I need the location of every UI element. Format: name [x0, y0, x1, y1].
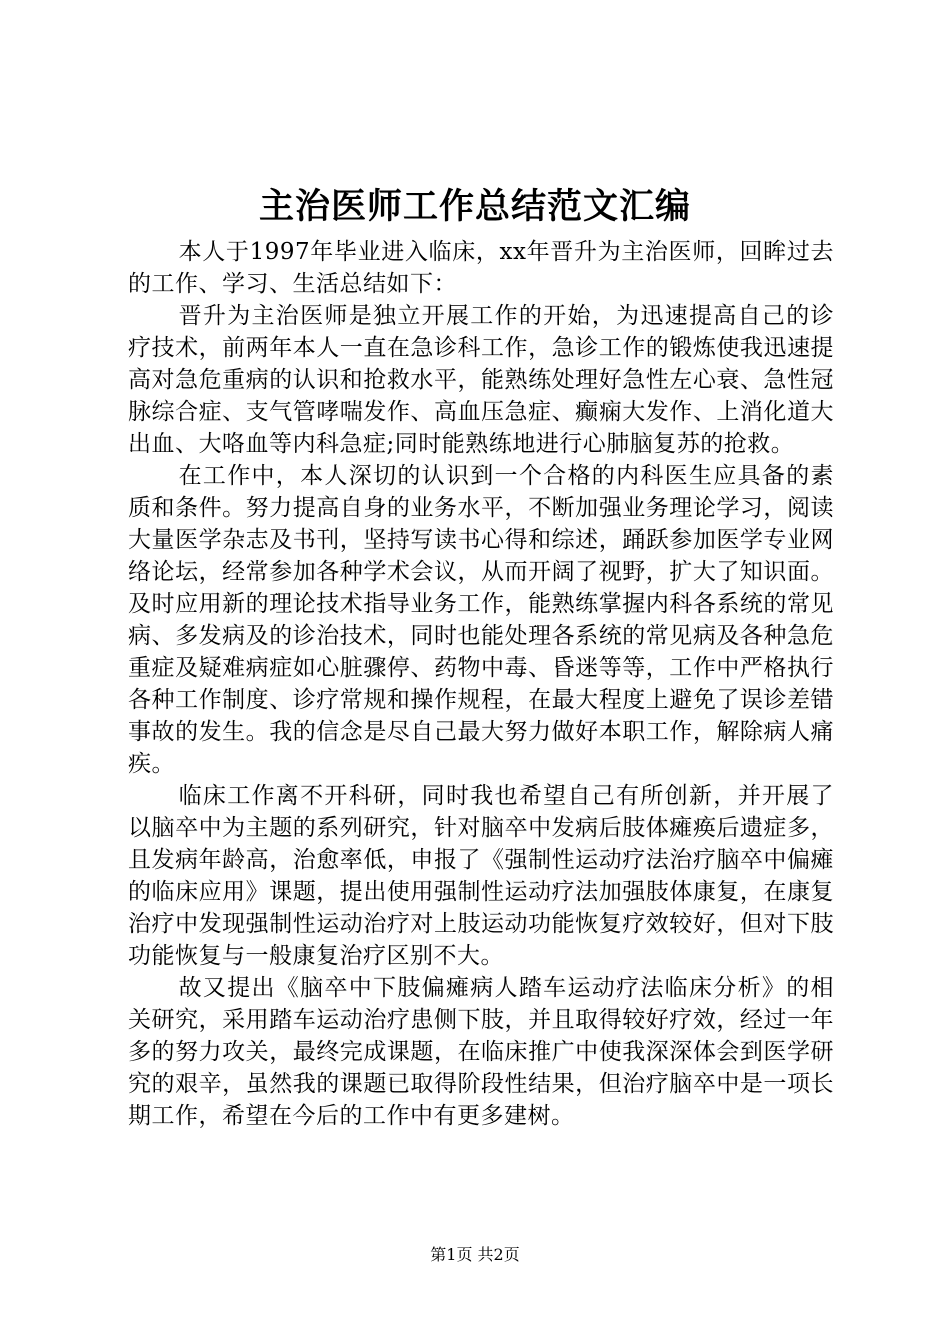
paragraph-2: 晋升为主治医师是独立开展工作的开始，为迅速提高自己的诊疗技术，前两年本人一直在急诊科工作，急诊工作的锻炼使我迅速提高对急危重病的认识和抢救水平，能熟练处理好急性左心衰、急性冠脉综合症、支气管哮喘发作、高血压急症、癫痫大发作、上消化道大出血、大咯血等内科急症;同时能熟练地进行心肺脑复苏的抢救。: [128, 303, 834, 457]
document-title: 主治医师工作总结范文汇编: [258, 186, 691, 227]
paragraph-4: 临床工作离不开科研，同时我也希望自己有所创新，并开展了以脑卒中为主题的系列研究，针对脑卒中发病后肢体瘫痪后遗症多，且发病年龄高，治愈率低，申报了《强制性运动疗法治疗脑卒中偏瘫的临床应用》课题，提出使用强制性运动疗法加强肢体康复，在康复治疗中发现强制性运动治疗对上肢运动功能恢复疗效较好，但对下肢功能恢复与一般康复治疗区别不大。: [128, 783, 834, 969]
paragraph-3: 在工作中，本人深切的认识到一个合格的内科医生应具备的素质和条件。努力提高自身的业务水平，不断加强业务理论学习，阅读大量医学杂志及书刊，坚持写读书心得和综述，踊跃参加医学专业网络论坛，经常参加各种学术会议，从而开阔了视野，扩大了知识面。及时应用新的理论技术指导业务工作，能熟练掌握内科各系统的常见病、多发病及的诊治技术，同时也能处理各系统的常见病及各种急危重症及疑难病症如心脏骤停、药物中毒、昏迷等等，工作中严格执行各种工作制度、诊疗常规和操作规程，在最大程度上避免了误诊差错事故的发生。我的信念是尽自己最大努力做好本职工作，解除病人痛疾。: [128, 463, 834, 777]
paragraph-5: 故又提出《脑卒中下肢偏瘫病人踏车运动疗法临床分析》的相关研究，采用踏车运动治疗患侧下肢，并且取得较好疗效，经过一年多的努力攻关，最终完成课题，在临床推广中使我深深体会到医学研究的艰辛，虽然我的课题已取得阶段性结果，但治疗脑卒中是一项长期工作，希望在今后的工作中有更多建树。: [128, 975, 834, 1129]
paragraph-1: 本人于1997年毕业进入临床，xx年晋升为主治医师，回眸过去的工作、学习、生活总结如下：: [128, 239, 834, 297]
document-body: [128, 236, 834, 1132]
page-number-footer: 第1页 共2页: [430, 1245, 520, 1264]
